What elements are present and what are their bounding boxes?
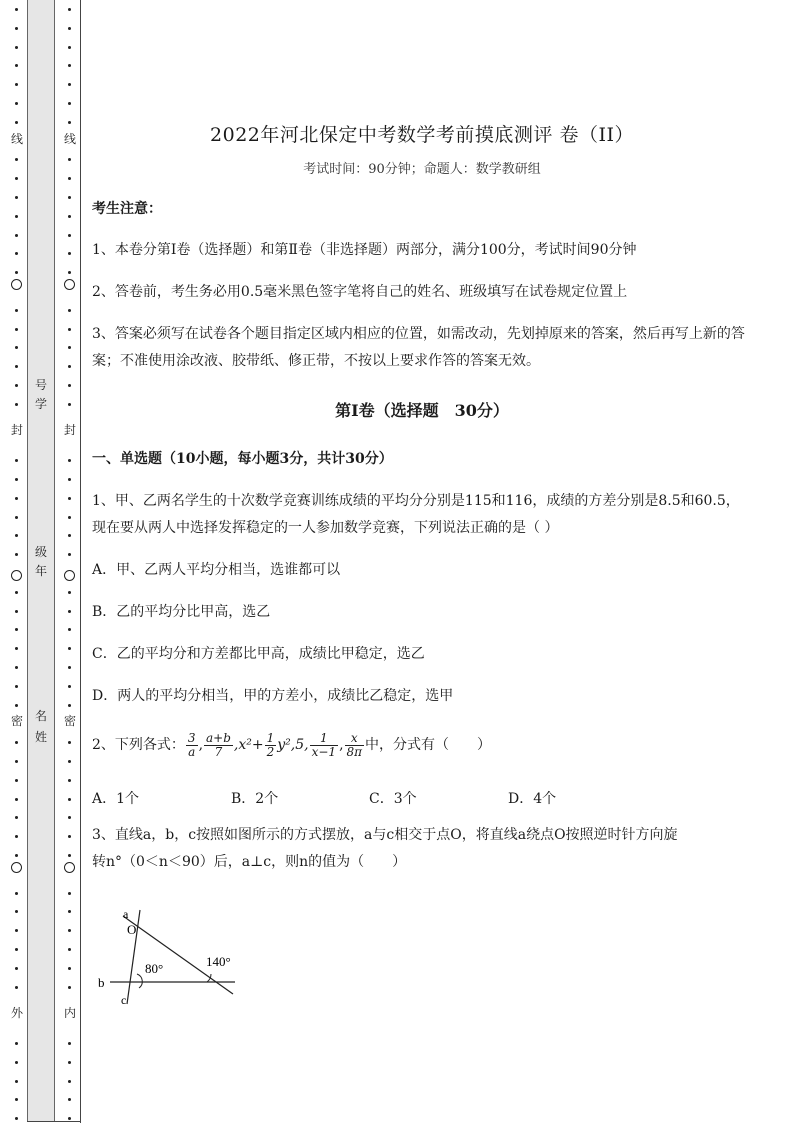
seal-dot bbox=[68, 83, 71, 86]
label-student-no-2: 学 bbox=[34, 397, 47, 411]
seal-dot bbox=[15, 121, 18, 124]
q2-stem: 2、下列各式： $\frac{3}{a}$ , $\frac{a+b}{7}$ ,x²+ $\frac{1}{2}$ y²,5, $\frac{1}{x-1}$ , $\frac{x}{8\pi}$ 中，分式有（ ） bbox=[92, 730, 492, 759]
seal-dot bbox=[68, 929, 71, 932]
note-item-1: 1、本卷分第I卷（选择题）和第Ⅱ卷（非选择题）两部分，满分100分，考试时间90分钟 bbox=[92, 242, 637, 258]
q1-option-b: B．乙的平均分比甲高，选乙 bbox=[92, 604, 271, 620]
seal-dot bbox=[68, 403, 71, 406]
student-info-band bbox=[27, 0, 55, 1122]
section-title: 第I卷（选择题 30分） bbox=[335, 401, 509, 420]
seal-dot bbox=[15, 610, 18, 613]
seal-dot bbox=[15, 83, 18, 86]
label-name-2: 姓 bbox=[34, 730, 47, 744]
label-O: O bbox=[127, 922, 137, 937]
margin-rule bbox=[80, 0, 81, 1123]
seal-dot bbox=[68, 647, 71, 650]
seal-dot bbox=[68, 666, 71, 669]
seal-dot bbox=[15, 1042, 18, 1045]
seal-dot bbox=[68, 121, 71, 124]
seal-dot bbox=[15, 910, 18, 913]
seal-dot bbox=[15, 929, 18, 932]
seal-dot bbox=[68, 271, 71, 274]
seal-dot bbox=[68, 252, 71, 255]
seal-dot bbox=[15, 384, 18, 387]
notes-heading: 考生注意： bbox=[92, 201, 162, 217]
seal-dot bbox=[15, 1117, 18, 1120]
seal-dot bbox=[68, 1098, 71, 1101]
seal-dot bbox=[68, 234, 71, 237]
inner-mark-feng: 封 bbox=[63, 423, 76, 437]
seal-dot bbox=[68, 854, 71, 857]
exam-title: 2022年河北保定中考数学考前摸底测评 卷（II） bbox=[210, 124, 634, 146]
binding-margin bbox=[0, 0, 82, 1123]
seal-dot bbox=[68, 196, 71, 199]
outer-mark-feng: 封 bbox=[10, 423, 23, 437]
outer-mark-mi: 密 bbox=[10, 714, 23, 728]
angle-arc-140 bbox=[207, 974, 211, 982]
seal-dot bbox=[68, 816, 71, 819]
q3-figure bbox=[95, 902, 245, 1012]
q2-prefix: 2、下列各式： bbox=[92, 737, 185, 753]
seal-dot bbox=[15, 760, 18, 763]
seal-dot bbox=[15, 591, 18, 594]
seal-dot bbox=[15, 835, 18, 838]
fraction-denominator: 2 bbox=[266, 744, 275, 759]
note-item-3: 3、答案必须写在试卷各个题目指定区域内相应的位置，如需改动，先划掉原来的答案，然后再写上新的答案；不准使用涂改液、胶带纸、修正带，不按以上要求作答的答案无效。 bbox=[92, 326, 745, 369]
fraction bbox=[265, 732, 277, 759]
q2-suffix: 中，分式有（ ） bbox=[365, 737, 492, 753]
seal-dot bbox=[68, 309, 71, 312]
seal-dot bbox=[68, 478, 71, 481]
q2-option-d: D．4个 bbox=[508, 791, 557, 807]
seal-dot bbox=[68, 610, 71, 613]
fraction-numerator: a+b bbox=[206, 730, 231, 745]
seal-dot bbox=[15, 478, 18, 481]
circle-marker bbox=[11, 279, 22, 290]
seal-dot bbox=[15, 196, 18, 199]
seal-dot bbox=[15, 46, 18, 49]
seal-dot bbox=[15, 403, 18, 406]
fraction bbox=[186, 732, 198, 759]
seal-dot bbox=[15, 459, 18, 462]
seal-dot bbox=[15, 685, 18, 688]
fraction-denominator: x−1 bbox=[311, 744, 337, 759]
angle-arc-80 bbox=[137, 974, 142, 988]
fraction-numerator: 3 bbox=[187, 730, 196, 745]
seal-dot bbox=[15, 534, 18, 537]
seal-dot bbox=[15, 704, 18, 707]
seal-dot bbox=[15, 215, 18, 218]
inner-seal-line bbox=[63, 0, 75, 1123]
seal-dot bbox=[68, 215, 71, 218]
seal-dot bbox=[15, 328, 18, 331]
seal-dot bbox=[68, 1042, 71, 1045]
seal-dot bbox=[15, 64, 18, 67]
seal-dot bbox=[15, 967, 18, 970]
seal-dot bbox=[68, 553, 71, 556]
label-student-no-1: 号 bbox=[34, 378, 47, 392]
seal-dot bbox=[15, 647, 18, 650]
part1-heading: 一、单选题（10小题，每小题3分，共计30分） bbox=[92, 451, 393, 467]
q2-option-c: C．3个 bbox=[369, 791, 417, 807]
fraction-numerator: x bbox=[345, 732, 365, 746]
fraction bbox=[310, 732, 338, 759]
outer-mark-xian: 线 bbox=[10, 132, 23, 146]
seal-dot bbox=[68, 835, 71, 838]
q2-option-a: A．1个 bbox=[92, 791, 140, 807]
q1-option-a: A．甲、乙两人平均分相当，选谁都可以 bbox=[92, 562, 341, 578]
seal-dot bbox=[68, 459, 71, 462]
q1-stem: 1、甲、乙两名学生的十次数学竞赛训练成绩的平均分分别是115和116，成绩的方差分别是8.5和60.5，现在要从两人中选择发挥稳定的一人参加数学竞赛，下列说法正确的是（ ） bbox=[92, 493, 740, 536]
seal-dot bbox=[68, 741, 71, 744]
circle-marker bbox=[11, 862, 22, 873]
label-a: a bbox=[123, 907, 129, 921]
seal-dot bbox=[15, 553, 18, 556]
seal-dot bbox=[68, 64, 71, 67]
seal-dot bbox=[68, 760, 71, 763]
fraction-numerator: 1 bbox=[310, 732, 338, 746]
inner-mark-xian: 线 bbox=[63, 132, 76, 146]
seal-dot bbox=[15, 854, 18, 857]
circle-marker bbox=[11, 570, 22, 581]
q1-option-c: C．乙的平均分和方差都比甲高，成绩比甲稳定，选乙 bbox=[92, 646, 425, 662]
seal-dot bbox=[68, 8, 71, 11]
seal-dot bbox=[15, 986, 18, 989]
seal-dot bbox=[68, 46, 71, 49]
seal-dot bbox=[15, 628, 18, 631]
seal-dot bbox=[68, 158, 71, 161]
seal-dot bbox=[15, 252, 18, 255]
exam-subtitle: 考试时间：90分钟；命题人：数学教研组 bbox=[303, 162, 541, 177]
seal-dot bbox=[68, 27, 71, 30]
seal-dot bbox=[15, 158, 18, 161]
angle-label-140: 140° bbox=[206, 954, 231, 969]
label-grade-1: 级 bbox=[34, 545, 47, 559]
seal-dot bbox=[68, 384, 71, 387]
seal-dot bbox=[68, 1080, 71, 1083]
seal-dot bbox=[68, 102, 71, 105]
seal-dot bbox=[15, 234, 18, 237]
seal-dot bbox=[68, 591, 71, 594]
label-c: c bbox=[121, 993, 127, 1007]
angle-label-80: 80° bbox=[145, 961, 164, 976]
seal-dot bbox=[15, 1098, 18, 1101]
seal-dot bbox=[68, 910, 71, 913]
seal-dot bbox=[68, 177, 71, 180]
seal-dot bbox=[15, 1061, 18, 1064]
seal-dot bbox=[68, 516, 71, 519]
seal-dot bbox=[15, 497, 18, 500]
q1-option-d: D．两人的平均分相当，甲的方差小，成绩比乙稳定，选甲 bbox=[92, 688, 454, 704]
circle-marker bbox=[64, 570, 75, 581]
outer-seal-line bbox=[10, 0, 22, 1123]
seal-dot bbox=[15, 177, 18, 180]
seal-dot bbox=[15, 27, 18, 30]
circle-marker bbox=[64, 279, 75, 290]
inner-mark-mi: 密 bbox=[63, 714, 76, 728]
seal-dot bbox=[15, 102, 18, 105]
seal-dot bbox=[68, 779, 71, 782]
label-b: b bbox=[98, 975, 105, 990]
seal-dot bbox=[68, 1061, 71, 1064]
inner-mark-nei: 内 bbox=[63, 1006, 76, 1020]
fraction-denominator: a bbox=[188, 744, 196, 759]
seal-dot bbox=[68, 685, 71, 688]
seal-dot bbox=[68, 986, 71, 989]
seal-dot bbox=[68, 892, 71, 895]
margin-rule-bottom bbox=[27, 1121, 81, 1122]
fraction bbox=[204, 732, 233, 759]
seal-dot bbox=[15, 779, 18, 782]
fraction bbox=[345, 732, 365, 759]
seal-dot bbox=[15, 309, 18, 312]
seal-dot bbox=[68, 798, 71, 801]
seal-dot bbox=[15, 666, 18, 669]
note-item-2: 2、答卷前，考生务必用0.5毫米黑色签字笔将自己的姓名、班级填写在试卷规定位置上 bbox=[92, 284, 628, 300]
outer-mark-wai: 外 bbox=[10, 1006, 23, 1020]
seal-dot bbox=[68, 1117, 71, 1120]
seal-dot bbox=[68, 497, 71, 500]
fraction-denominator: 7 bbox=[214, 744, 223, 759]
circle-marker bbox=[64, 862, 75, 873]
seal-dot bbox=[15, 516, 18, 519]
seal-dot bbox=[68, 346, 71, 349]
label-grade-2: 年 bbox=[34, 564, 47, 578]
fraction-numerator: 1 bbox=[266, 730, 275, 745]
seal-dot bbox=[15, 948, 18, 951]
seal-dot bbox=[68, 704, 71, 707]
seal-dot bbox=[15, 365, 18, 368]
seal-dot bbox=[15, 798, 18, 801]
seal-dot bbox=[15, 271, 18, 274]
seal-dot bbox=[15, 8, 18, 11]
label-name-1: 名 bbox=[34, 709, 47, 723]
fraction-denominator: 8π bbox=[346, 744, 363, 759]
q2-option-b: B．2个 bbox=[231, 791, 279, 807]
seal-dot bbox=[68, 534, 71, 537]
seal-dot bbox=[15, 346, 18, 349]
seal-dot bbox=[15, 741, 18, 744]
q3-line-1: 3、直线a，b，c按照如图所示的方式摆放，a与c相交于点O，将直线a绕点O按照逆时针方向旋 bbox=[92, 827, 678, 843]
seal-dot bbox=[68, 628, 71, 631]
seal-dot bbox=[68, 365, 71, 368]
seal-dot bbox=[15, 892, 18, 895]
seal-dot bbox=[68, 328, 71, 331]
q2-expr-1: ,x²+ bbox=[233, 737, 264, 753]
seal-dot bbox=[15, 1080, 18, 1083]
q3-line-2: 转n°（0＜n＜90）后，a⊥c，则n的值为（ ） bbox=[92, 854, 407, 870]
seal-dot bbox=[68, 967, 71, 970]
seal-dot bbox=[15, 816, 18, 819]
q2-expr-2: y²,5, bbox=[277, 737, 309, 753]
seal-dot bbox=[68, 948, 71, 951]
